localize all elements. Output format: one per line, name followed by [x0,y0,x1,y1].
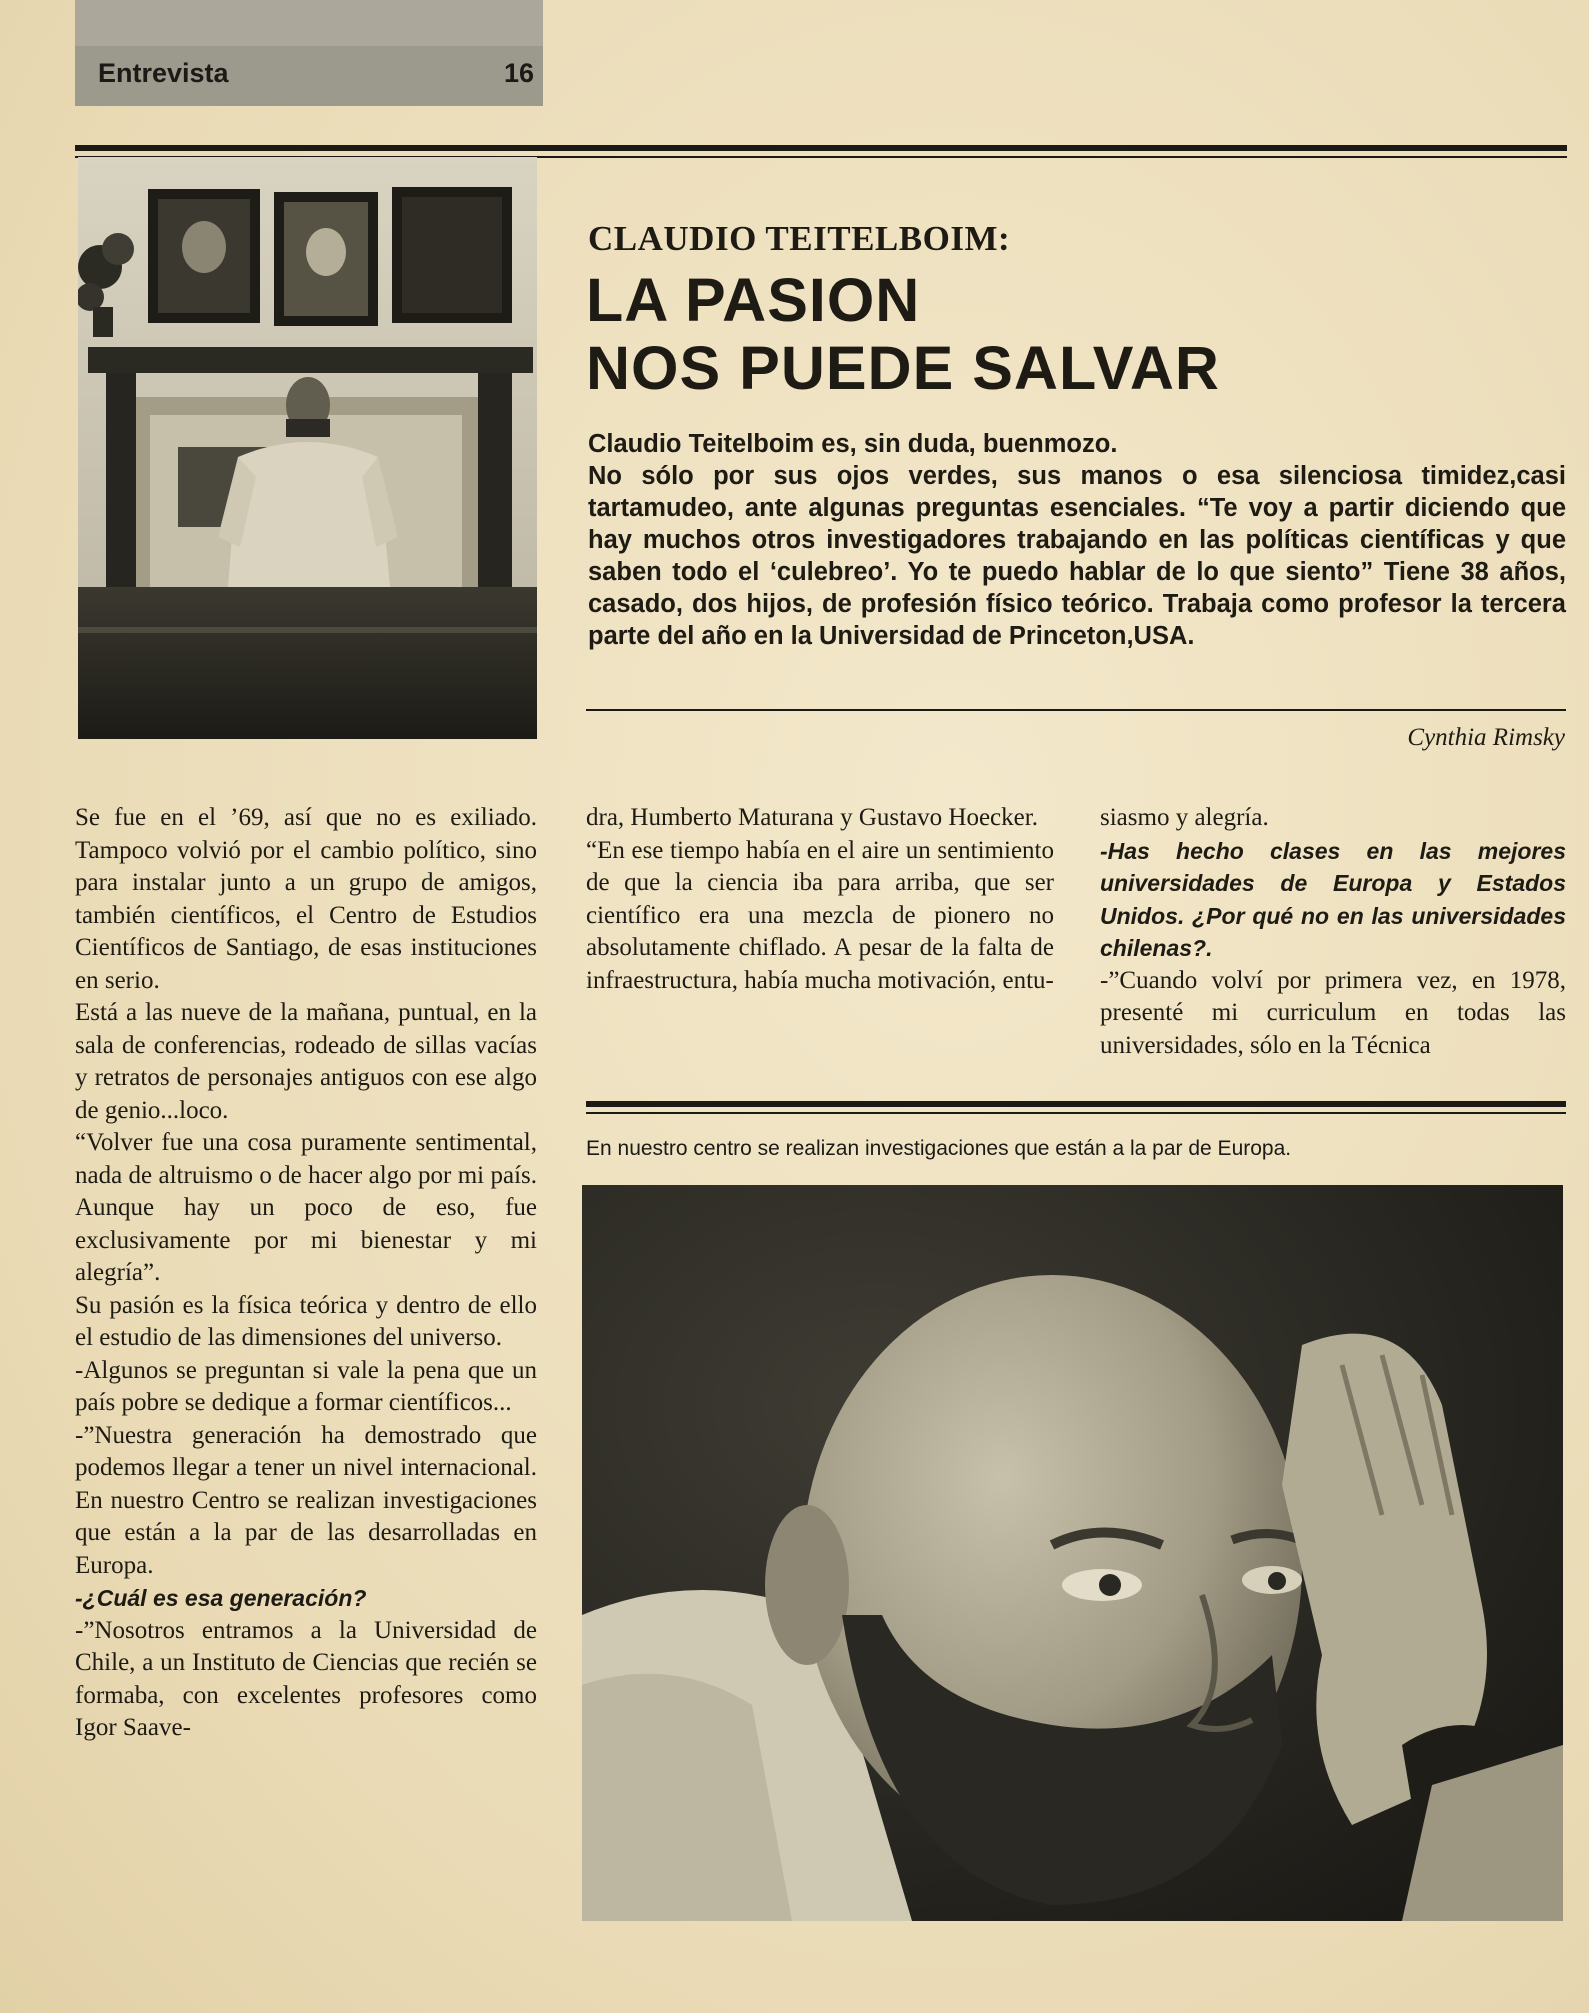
top-rule [75,145,1567,151]
paragraph: -”Cuando volví por primera vez, en 1978, presenté mi curriculum en todas las universidades, sólo en la Técnica [1100,966,1566,1059]
byline-rule [586,709,1566,711]
paragraph: Está a las nueve de la mañana, puntual, en la sala de conferencias, rodeado de sillas vacías y retratos de personajes antiguos con ese algo de genio...loco. [75,999,537,1124]
body-column-1 [75,802,537,1745]
paragraph: dra, Humberto Maturana y Gustavo Hoecker. [586,804,1038,831]
paragraph: “En ese tiempo había en el aire un sentimiento de que la ciencia iba para arriba, que ser científico era una mezcla de pionero no absolutamente chiflado. A pesar de la falta de infraestructura, había mucha motivación, entu- [586,836,1054,994]
byline: Cynthia Rimsky [1407,724,1565,751]
page-number: 16 [504,58,535,88]
section-label: Entrevista [98,58,229,88]
paragraph: -”Nosotros entramos a la Universidad de Chile, a un Instituto de Ciencias que recién se formaba, con excelentes profesores como Igor Saave- [75,1616,537,1741]
standfirst [588,428,1566,652]
paragraph: siasmo y alegría. [1100,804,1269,831]
caption-rule [586,1101,1566,1107]
body-column-2 [586,802,1054,997]
photo-caption: En nuestro centro se realizan investigaciones que están a la par de Europa. [586,1137,1292,1160]
interview-question: -Has hecho clases en las mejores universidades de Europa y Estados Unidos. ¿Por qué no en las universidades chilenas?. [1100,837,1566,961]
article-headline [586,266,1536,402]
headline-line-2: NOS PUEDE SALVAR [586,334,1220,402]
headline-line-1: LA PASION [586,266,921,334]
standfirst-lead: Claudio Teitelboim es, sin duda, buenmozo. [588,430,1118,458]
paragraph: “Volver fue una cosa puramente sentimental, nada de altruismo o de hacer algo por mi país. Aunque hay un poco de eso, fue exclusivamente por mi bienestar y mi alegría”. [75,1129,537,1286]
interview-question: -¿Cuál es esa generación? [75,1585,367,1611]
article-kicker: CLAUDIO TEITELBOIM: [588,219,1011,258]
conference-room-photo [78,157,537,739]
paragraph: Se fue en el ’69, así que no es exiliado. Tampoco volvió por el cambio político, sino para instalar junto a un grupo de amigos, también científicos, el Centro de Estudios Científicos de Santiago, de esas instituciones en serio. [75,804,537,994]
paragraph: -”Nuestra generación ha demostrado que podemos llegar a tener un nivel internacional. En nuestro Centro se realizan investigaciones que están a la par de las desarrolladas en Europa. [75,1421,537,1579]
paragraph: -Algunos se preguntan si vale la pena que un país pobre se dedique a formar científicos... [75,1356,537,1416]
standfirst-body: No sólo por sus ojos verdes, sus manos o esa silenciosa timidez,casi tartamudeo, ante algunas preguntas esenciales. “Te voy a partir diciendo que hay muchos otros investigadores trabajando en las políticas científicas y que saben todo el ‘culebreo’. Yo te puedo hablar de lo que siento” Tiene 38 años, casado, dos hijos, de profesión físico teórico. Trabaja como profesor la tercera parte del año en la Universidad de Princeton,USA. [588,462,1566,650]
paragraph: Su pasión es la física teórica y dentro de ello el estudio de las dimensiones del universo. [75,1291,537,1351]
body-column-3 [1100,802,1566,1062]
portrait-photo [582,1185,1563,1921]
caption-rule-secondary [586,1112,1566,1114]
